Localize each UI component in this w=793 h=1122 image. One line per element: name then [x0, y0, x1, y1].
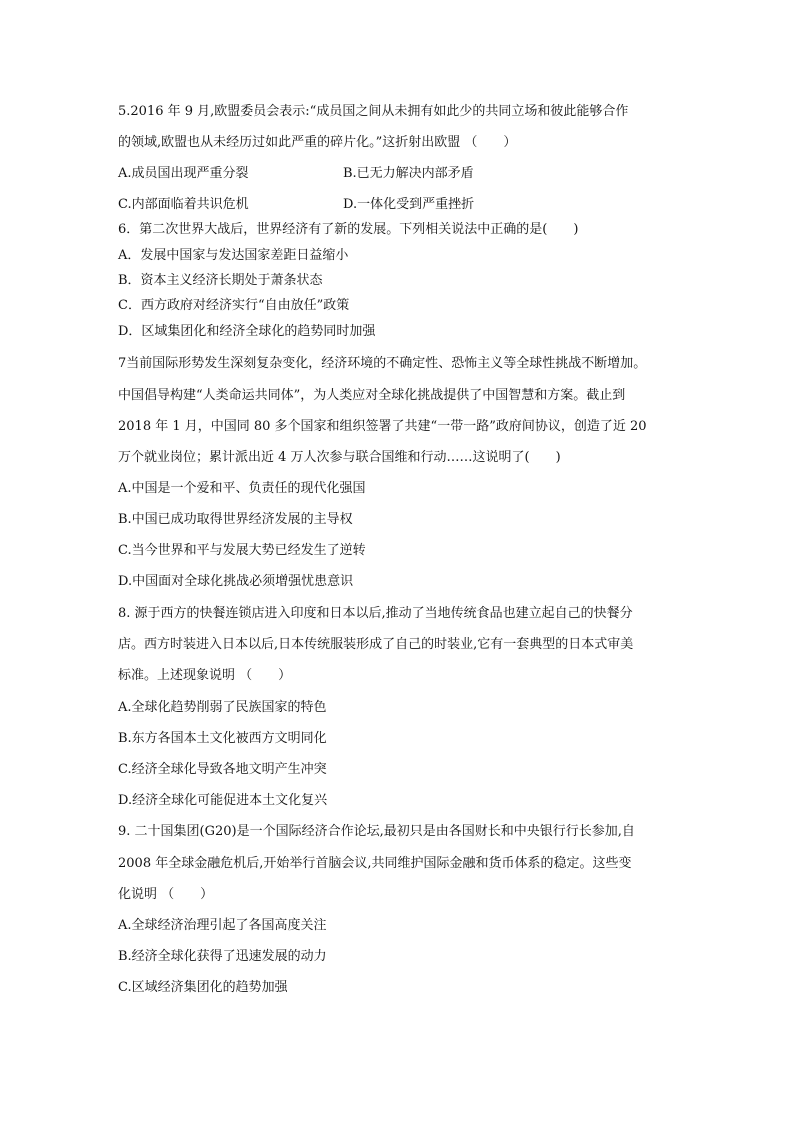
question-7-option-d: D.中国面对全球化挑战必须增强忧患意识 [118, 574, 354, 589]
question-8-option-d: D.经济全球化可能促进本土文化复兴 [118, 793, 328, 808]
question-9-option-a: A.全球经济治理引起了各国高度关注 [118, 918, 327, 933]
question-7-option-b: B.中国已成功取得世界经济发展的主导权 [118, 512, 353, 527]
question-8-option-c: C.经济全球化导致各地文明产生冲突 [118, 762, 327, 777]
question-5-stem-line-1: 5.2016 年 9 月,欧盟委员会表示:“成员国之间从未拥有如此少的共同立场和彼此能够合作 [118, 104, 629, 119]
question-6-option-b: B．资本主义经济长期处于萧条状态 [118, 273, 323, 288]
question-9-stem-line-3: 化说明 （ ） [118, 887, 214, 902]
question-8-stem-line-2: 店。西方时装进入日本以后,日本传统服装形成了自己的时装业,它有一套典型的日本式审美 [118, 637, 634, 652]
question-9-stem-line-1: 9. 二十国集团(G20)是一个国际经济合作论坛,最初只是由各国财长和中央银行行长参加,自 [118, 824, 635, 839]
question-5-option-a: A.成员国出现严重分裂 [118, 166, 249, 181]
question-8-option-b: B.东方各国本土文化被西方文明同化 [118, 731, 327, 746]
question-6-option-c: C．西方政府对经济实行“自由放任”政策 [118, 298, 350, 313]
question-9-option-c: C.区域经济集团化的趋势加强 [118, 980, 288, 995]
question-7-stem-line-2: 中国倡导构建“人类命运共同体”，为人类应对全球化挑战提供了中国智慧和方案。截止到 [118, 388, 626, 403]
question-5-option-b: B.已无力解决内部矛盾 [343, 166, 474, 181]
question-5-option-c: C.内部面临着共识危机 [118, 197, 249, 212]
question-7-option-c: C.当今世界和平与发展大势已经发生了逆转 [118, 543, 366, 558]
question-7-stem-line-1: 7当前国际形势发生深刻复杂变化，经济环境的不确定性、恐怖主义等全球性挑战不断增加。 [118, 356, 647, 371]
question-5-option-d: D.一体化受到严重挫折 [343, 197, 475, 212]
question-8-stem-line-3: 标准。上述现象说明 （ ） [118, 668, 292, 683]
question-9-stem-line-2: 2008 年全球金融危机后,开始举行首脑会议,共同维护国际金融和货币体系的稳定。这些变 [118, 856, 632, 871]
question-6-option-a: A．发展中国家与发达国家差距日益缩小 [118, 248, 349, 263]
question-5-stem-line-2: 的领域,欧盟也从未经历过如此严重的碎片化。”这折射出欧盟 （ ） [118, 135, 517, 150]
question-6-stem-line-1: 6．第二次世界大战后，世界经济有了新的发展。下列相关说法中正确的是( ) [118, 222, 579, 237]
question-6-option-d: D．区域集团化和经济全球化的趋势同时加强 [118, 324, 376, 339]
question-7-option-a: A.中国是一个爱和平、负责任的现代化强国 [118, 481, 366, 496]
question-7-stem-line-3: 2018 年 1 月，中国同 80 多个国家和组织签署了共建“一带一路”政府间协议，创造了近 20 [118, 419, 647, 434]
question-8-stem-line-1: 8. 源于西方的快餐连锁店进入印度和日本以后,推动了当地传统食品也建立起自己的快餐分 [118, 606, 633, 621]
question-7-stem-line-4: 万个就业岗位；累计派出近 4 万人次参与联合国维和行动……这说明了( ) [118, 450, 561, 465]
question-9-option-b: B.经济全球化获得了迅速发展的动力 [118, 949, 327, 964]
question-8-option-a: A.全球化趋势削弱了民族国家的特色 [118, 700, 327, 715]
